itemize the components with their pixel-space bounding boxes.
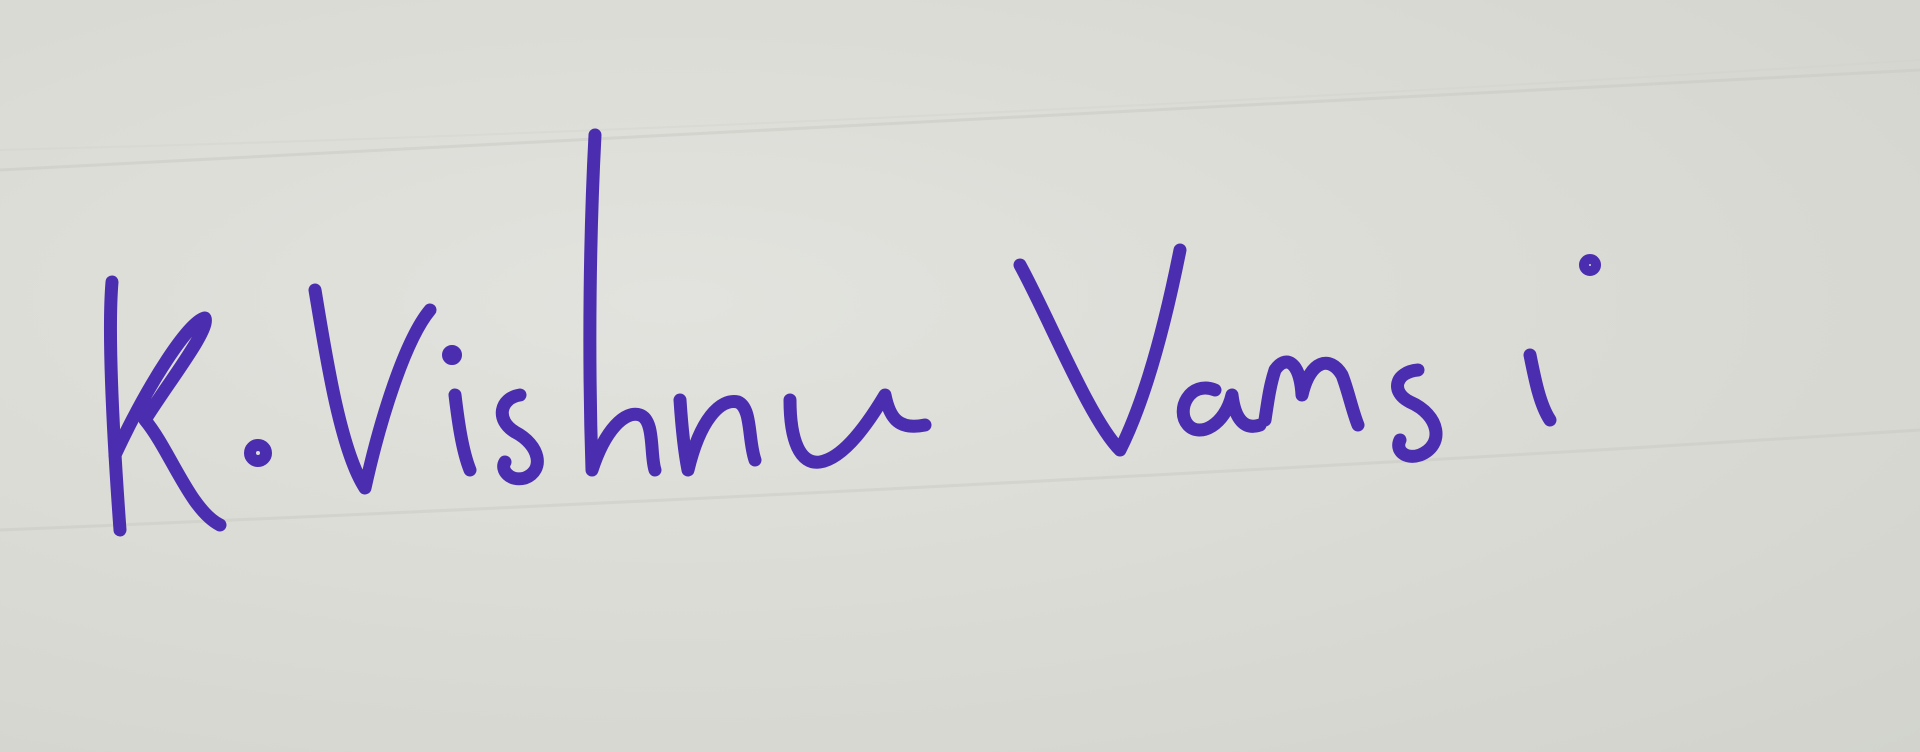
letter-m: [1265, 362, 1358, 425]
letter-s: [502, 395, 537, 479]
letter-n: [680, 400, 755, 470]
letter-i: [455, 395, 470, 470]
letter-k-stem: [110, 282, 120, 530]
letter-v: [315, 290, 430, 488]
letter-i2-dot: [1584, 259, 1596, 271]
letter-k-arm: [115, 318, 220, 525]
letter-u: [790, 395, 925, 462]
letter-v2: [1020, 250, 1180, 450]
period-dot: [250, 445, 266, 461]
letter-i2: [1530, 355, 1550, 420]
letter-i-dot: [447, 350, 457, 360]
letter-a: [1183, 388, 1260, 430]
letter-s2: [1398, 370, 1436, 456]
letter-h: [590, 135, 655, 470]
